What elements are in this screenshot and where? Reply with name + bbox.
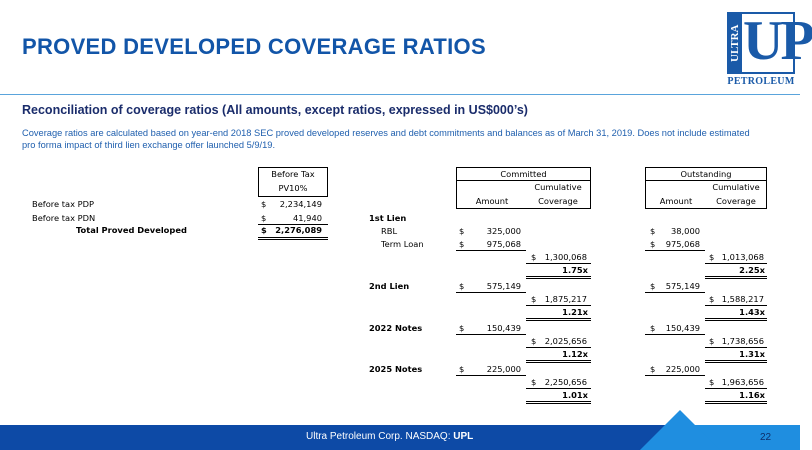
dollar-sign: $ bbox=[459, 281, 465, 291]
outstanding-cumulative: 1,963,656 bbox=[721, 377, 764, 387]
ratio-double-rule bbox=[705, 360, 767, 363]
outstanding-rbl: 38,000 bbox=[670, 226, 700, 236]
ratio-double-rule bbox=[526, 401, 591, 404]
dollar-sign: $ bbox=[709, 377, 715, 387]
dollar-sign: $ bbox=[650, 226, 656, 236]
committed-coverage-ratio: 1.21x bbox=[562, 307, 588, 317]
logo-up-text: UP bbox=[743, 10, 812, 72]
page-title: PROVED DEVELOPED COVERAGE RATIOS bbox=[22, 34, 486, 59]
committed-header: Committed bbox=[500, 169, 547, 179]
dollar-sign: $ bbox=[459, 323, 465, 333]
ratio-double-rule bbox=[705, 276, 767, 279]
outstanding-cumulative: 1,013,068 bbox=[721, 252, 764, 262]
footer-text bbox=[306, 431, 473, 442]
committed-2025-notes: 225,000 bbox=[486, 364, 521, 374]
dollar-sign: $ bbox=[261, 199, 267, 209]
dollar-sign: $ bbox=[650, 323, 656, 333]
cumulative-label: Cumulative bbox=[712, 182, 760, 192]
pv10-total-label: Total Proved Developed bbox=[76, 225, 187, 235]
row-label-term-loan: Term Loan bbox=[381, 239, 424, 249]
row-label-rbl: RBL bbox=[381, 226, 398, 236]
ratio-double-rule bbox=[526, 360, 591, 363]
dollar-sign: $ bbox=[531, 377, 537, 387]
group-label-1st-lien: 1st Lien bbox=[369, 213, 407, 223]
outstanding-coverage-ratio: 2.25x bbox=[739, 265, 765, 275]
dollar-sign: $ bbox=[261, 213, 267, 223]
dollar-sign: $ bbox=[650, 281, 656, 291]
coverage-label: Coverage bbox=[716, 196, 756, 206]
subtotal-rule bbox=[456, 292, 526, 293]
subtotal-rule bbox=[645, 292, 705, 293]
dollar-sign: $ bbox=[531, 336, 537, 346]
pv10-header-line1: Before Tax bbox=[271, 169, 315, 179]
subtotal-rule bbox=[456, 250, 526, 251]
ratio-double-rule bbox=[526, 276, 591, 279]
pv10-total-value: 2,276,089 bbox=[275, 225, 322, 235]
committed-coverage-ratio: 1.01x bbox=[562, 390, 588, 400]
committed-2022-notes: 150,439 bbox=[486, 323, 521, 333]
committed-cumulative: 2,250,656 bbox=[544, 377, 587, 387]
outstanding-2025-notes: 225,000 bbox=[665, 364, 700, 374]
committed-cumulative: 1,875,217 bbox=[544, 294, 587, 304]
group-label-2022-notes: 2022 Notes bbox=[369, 323, 423, 333]
committed-cumulative: 1,300,068 bbox=[544, 252, 587, 262]
committed-2nd-lien: 575,149 bbox=[486, 281, 521, 291]
footer-company: Ultra Petroleum Corp. NASDAQ: bbox=[306, 431, 454, 442]
committed-rbl: 325,000 bbox=[486, 226, 521, 236]
outstanding-2022-notes: 150,439 bbox=[665, 323, 700, 333]
dollar-sign: $ bbox=[531, 294, 537, 304]
pv10-row-label: Before tax PDP bbox=[32, 199, 95, 209]
dollar-sign: $ bbox=[709, 294, 715, 304]
outstanding-coverage-ratio: 1.16x bbox=[739, 390, 765, 400]
outstanding-cumulative: 1,588,217 bbox=[721, 294, 764, 304]
description-text: Coverage ratios are calculated based on year-end 2018 SEC proved developed reserves and debt commitments and balances as of March 31, 2019. Does not include estimated pro forma impact of third lien exchange offer launched 5/9/19. bbox=[22, 128, 750, 150]
footer-ticker: UPL bbox=[453, 431, 474, 442]
ratio-double-rule bbox=[705, 318, 767, 321]
pv10-row-value: 2,234,149 bbox=[279, 199, 322, 209]
committed-cumulative: 2,025,656 bbox=[544, 336, 587, 346]
cumulative-label: Cumulative bbox=[534, 182, 582, 192]
amount-label: Amount bbox=[659, 196, 693, 206]
outstanding-cumulative: 1,738,656 bbox=[721, 336, 764, 346]
ultra-petroleum-logo bbox=[727, 10, 812, 94]
outstanding-2nd-lien: 575,149 bbox=[665, 281, 700, 291]
pv10-header-line2: PV10% bbox=[278, 183, 308, 193]
dollar-sign: $ bbox=[650, 239, 656, 249]
dollar-sign: $ bbox=[709, 336, 715, 346]
dollar-sign: $ bbox=[650, 364, 656, 374]
subtotal-rule bbox=[645, 250, 705, 251]
outstanding-coverage-ratio: 1.43x bbox=[739, 307, 765, 317]
dollar-sign: $ bbox=[709, 252, 715, 262]
coverage-label: Coverage bbox=[538, 196, 578, 206]
logo-ultra-text: ULTRA bbox=[728, 14, 742, 72]
page-number: 22 bbox=[760, 432, 772, 443]
total-double-rule bbox=[258, 237, 328, 240]
subtotal-rule bbox=[645, 334, 705, 335]
logo-petroleum-text: PETROLEUM bbox=[727, 76, 795, 87]
dollar-sign: $ bbox=[459, 364, 465, 374]
group-label-2025-notes: 2025 Notes bbox=[369, 364, 423, 374]
ratio-double-rule bbox=[705, 401, 767, 404]
subtotal-rule bbox=[645, 375, 705, 376]
committed-term-loan: 975,068 bbox=[486, 239, 521, 249]
subtotal-rule bbox=[456, 334, 526, 335]
dollar-sign: $ bbox=[261, 225, 267, 235]
dollar-sign: $ bbox=[459, 226, 465, 236]
header-divider bbox=[0, 94, 800, 95]
committed-coverage-ratio: 1.12x bbox=[562, 349, 588, 359]
pv10-row-label: Before tax PDN bbox=[32, 213, 96, 223]
group-label-2nd-lien: 2nd Lien bbox=[369, 281, 410, 291]
section-subtitle: Reconciliation of coverage ratios (All amounts, except ratios, expressed in US$000’s) bbox=[22, 103, 528, 117]
dollar-sign: $ bbox=[531, 252, 537, 262]
committed-coverage-ratio: 1.75x bbox=[562, 265, 588, 275]
outstanding-term-loan: 975,068 bbox=[665, 239, 700, 249]
dollar-sign: $ bbox=[459, 239, 465, 249]
ratio-double-rule bbox=[526, 318, 591, 321]
outstanding-coverage-ratio: 1.31x bbox=[739, 349, 765, 359]
subtotal-rule bbox=[456, 375, 526, 376]
outstanding-header: Outstanding bbox=[680, 169, 732, 179]
footer-triangle bbox=[640, 410, 720, 450]
pv10-row-value: 41,940 bbox=[292, 213, 322, 223]
amount-label: Amount bbox=[475, 196, 509, 206]
footer-bar bbox=[0, 425, 800, 450]
